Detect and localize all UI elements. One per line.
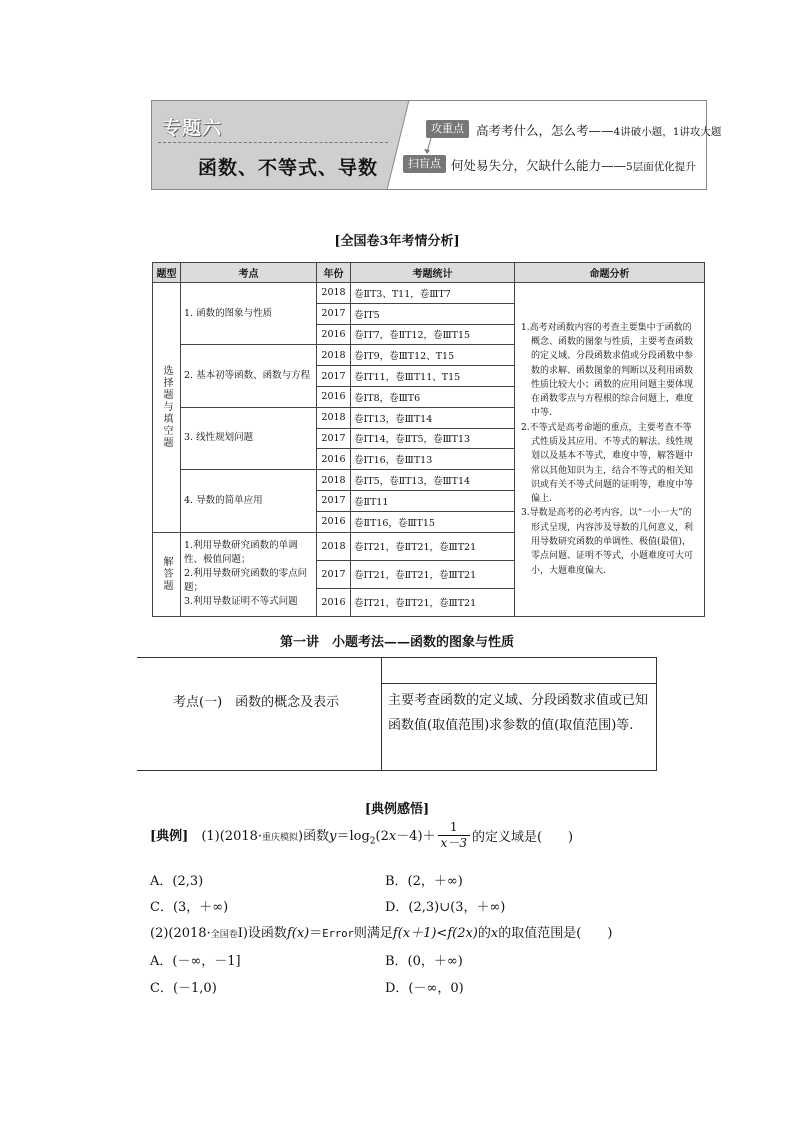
q2-option-d[interactable]: D．(－∞，0) bbox=[385, 981, 464, 996]
year-cell: 2018 bbox=[317, 470, 351, 491]
point-5 bbox=[181, 532, 317, 616]
analysis-item-2: 2.不等式是高考命题的重点，主要考查不等式性质及其应用、不等式的解法、线性规划以及基本不等式，难度中等，解答题中常以其他知识为主，结合不等式的相关知识或有关不等式问题的证明等，难度中等偏上. bbox=[521, 422, 694, 505]
header-year: 年份 bbox=[317, 263, 351, 283]
year-cell: 2018 bbox=[317, 345, 351, 366]
exam-point-label-cell bbox=[137, 658, 382, 770]
q1-source: 重庆模拟 bbox=[262, 832, 299, 843]
exam-analysis-table bbox=[152, 262, 705, 617]
exam-analysis-heading: [全国卷3年考情分析] bbox=[334, 234, 460, 249]
stat-cell: 卷ⅡT11 bbox=[351, 490, 515, 511]
q1-var-x: x bbox=[388, 828, 397, 844]
banner-line-1-small: 4讲破小题，1讲攻大题 bbox=[613, 126, 722, 138]
year-cell: 2018 bbox=[317, 532, 351, 560]
exam-point-label: 考点(一) 函数的概念及表示 bbox=[173, 695, 340, 710]
q1-frac-num: 1 bbox=[438, 820, 470, 836]
year-cell: 2017 bbox=[317, 303, 351, 324]
table-row bbox=[153, 283, 705, 304]
year-cell: 2017 bbox=[317, 490, 351, 511]
banner-title-panel bbox=[151, 100, 409, 190]
q1-text-d: －4)＋ bbox=[396, 828, 436, 844]
q1-prefix-group bbox=[150, 825, 436, 847]
answer-point-1: 1.利用导数研究函数的单调性、极值问题； bbox=[184, 540, 298, 566]
question-2 bbox=[150, 922, 612, 941]
stat-cell: 卷ⅡT3、T11，卷ⅢT7 bbox=[351, 283, 515, 304]
stat-cell: 卷ⅠT21，卷ⅡT21，卷ⅢT21 bbox=[351, 560, 515, 588]
arrow-down-icon bbox=[423, 138, 435, 154]
q1-frac-den: x－3 bbox=[440, 836, 467, 850]
q2-text-c: 则满足 bbox=[353, 926, 393, 941]
q2-text-e: 的取值范围是( ) bbox=[498, 926, 613, 941]
lecture-title: 第一讲 小题考法——函数的图象与性质 bbox=[279, 635, 514, 650]
banner-line-2-small: 5层面优化提升 bbox=[626, 161, 696, 173]
analysis-cell bbox=[515, 283, 705, 617]
banner-slant-decoration bbox=[387, 100, 411, 190]
q1-text-b: ＝log bbox=[336, 828, 370, 844]
question-1 bbox=[150, 820, 573, 860]
year-cell: 2016 bbox=[317, 449, 351, 470]
stat-cell: 卷ⅠT7，卷ⅡT12，卷ⅢT15 bbox=[351, 324, 515, 345]
stat-cell: 卷ⅠT14，卷ⅡT5，卷ⅢT13 bbox=[351, 428, 515, 449]
year-cell: 2017 bbox=[317, 366, 351, 387]
badge-blind-spots: 扫盲点 bbox=[403, 155, 446, 173]
stat-cell: 卷ⅠT5，卷ⅡT13，卷ⅢT14 bbox=[351, 470, 515, 491]
year-cell: 2016 bbox=[317, 588, 351, 616]
header-type: 题型 bbox=[153, 263, 181, 283]
examples-heading: [典例感悟] bbox=[364, 802, 430, 817]
table-header-row bbox=[153, 263, 705, 283]
header-stats: 考题统计 bbox=[351, 263, 515, 283]
q2-text-a: )设函数 bbox=[242, 926, 287, 941]
q1-log-base: 2 bbox=[369, 836, 376, 847]
q2-option-a[interactable]: A．(－∞，－1] bbox=[150, 954, 241, 969]
banner-line-1 bbox=[476, 121, 721, 139]
q2-text-b: ＝ bbox=[309, 926, 323, 941]
stat-cell: 卷ⅠT21，卷ⅡT21，卷ⅢT21 bbox=[351, 588, 515, 616]
stat-cell: 卷ⅠT11，卷ⅢT11、T15 bbox=[351, 366, 515, 387]
year-cell: 2016 bbox=[317, 511, 351, 532]
banner-topic: 专题六 bbox=[162, 117, 223, 139]
stat-cell: 卷ⅡT16，卷ⅢT15 bbox=[351, 511, 515, 532]
year-cell: 2017 bbox=[317, 428, 351, 449]
q2-prefix: (2)(2018· bbox=[150, 926, 211, 941]
q2-inequality: f(x＋1)<f(2x) bbox=[392, 926, 478, 941]
header-point: 考点 bbox=[181, 263, 317, 283]
point-4: 4. 导数的简单应用 bbox=[181, 470, 317, 532]
point-1: 1. 函数的图象与性质 bbox=[181, 283, 317, 345]
badge-key-points: 攻重点 bbox=[426, 120, 469, 138]
year-cell: 2018 bbox=[317, 283, 351, 304]
q2-roman: Ⅰ bbox=[237, 926, 243, 941]
answer-point-3: 3.利用导数证明不等式问题 bbox=[184, 596, 298, 608]
type-choice-text: 选择题与填空题 bbox=[161, 365, 172, 450]
banner-line-1-main: 高考考什么，怎么考—— bbox=[476, 123, 614, 138]
topic-banner bbox=[151, 100, 722, 190]
q2-source: 全国卷 bbox=[210, 930, 238, 940]
q1-prefix: (1)(2018· bbox=[188, 828, 263, 844]
stat-cell: 卷ⅠT16，卷ⅢT13 bbox=[351, 449, 515, 470]
q1-text-e: 的定义域是( ) bbox=[471, 830, 574, 845]
exam-point-box bbox=[137, 657, 657, 771]
year-cell: 2016 bbox=[317, 324, 351, 345]
q2-text-d: 的 bbox=[477, 926, 491, 941]
exam-point-desc: 主要考查函数的定义域、分段函数求值或已知函数值(取值范围)求参数的值(取值范围)等. bbox=[388, 693, 649, 733]
stat-cell: 卷ⅠT13，卷ⅢT14 bbox=[351, 407, 515, 428]
banner-divider bbox=[158, 142, 388, 143]
stat-cell: 卷ⅠT21，卷ⅡT21，卷ⅢT21 bbox=[351, 532, 515, 560]
type-answer bbox=[153, 532, 181, 616]
type-choice-fill bbox=[153, 283, 181, 533]
q2-option-b[interactable]: B．(0，＋∞) bbox=[385, 954, 463, 969]
analysis-item-3: 3.导数是高考的必考内容，以“一小一大”的形式呈现，内容涉及导数的几何意义，利用导数研究函数的单调性、极值(最值)，零点问题、证明不等式，小题难度可大可小，大题难度偏大. bbox=[521, 508, 694, 576]
year-cell: 2017 bbox=[317, 560, 351, 588]
exam-point-topbar bbox=[382, 658, 656, 684]
banner-line-2 bbox=[451, 156, 696, 174]
answer-point-2: 2.利用导数研究函数的零点问题； bbox=[184, 568, 308, 594]
q1-var-y: y bbox=[329, 828, 337, 844]
year-cell: 2018 bbox=[317, 407, 351, 428]
point-2: 2. 基本初等函数、函数与方程 bbox=[181, 345, 317, 407]
q1-option-d[interactable]: D．(2,3)∪(3，＋∞) bbox=[385, 900, 506, 915]
q2-var-x: x bbox=[490, 926, 499, 941]
exam-point-desc-cell bbox=[382, 658, 657, 770]
q2-func: f(x) bbox=[286, 926, 310, 941]
type-answer-text: 解答题 bbox=[161, 556, 172, 593]
q1-text-c: (2 bbox=[375, 828, 389, 844]
analysis-item-1: 1.高考对函数内容的考查主要集中于函数的概念、函数的图象与性质，主要考查函数的定义域、分段函数求值或分段函数中参数的求解、函数图象的判断以及利用函数性质比较大小；函数的应用问题主要体现在函数零点与方程根的综合问题上，难度中等. bbox=[521, 322, 694, 419]
point-3: 3. 线性规划问题 bbox=[181, 407, 317, 469]
q1-tag: [典例] bbox=[150, 828, 189, 844]
q1-option-c[interactable]: C．(3，＋∞) bbox=[150, 900, 229, 915]
q1-option-b[interactable]: B．(2，＋∞) bbox=[385, 874, 463, 889]
q2-option-c[interactable]: C．(－1,0) bbox=[150, 981, 217, 996]
q1-fraction bbox=[438, 820, 470, 851]
q2-error-placeholder: Error bbox=[322, 928, 354, 940]
stat-cell: 卷ⅠT5 bbox=[351, 303, 515, 324]
q1-text-a: )函数 bbox=[298, 828, 330, 844]
stat-cell: 卷ⅠT8，卷ⅢT6 bbox=[351, 386, 515, 407]
q1-option-a[interactable]: A．(2,3) bbox=[150, 874, 204, 889]
stat-cell: 卷ⅠT9，卷ⅢT12、T15 bbox=[351, 345, 515, 366]
banner-info-panel bbox=[387, 100, 707, 190]
year-cell: 2016 bbox=[317, 386, 351, 407]
banner-line-2-main: 何处易失分，欠缺什么能力—— bbox=[451, 158, 627, 173]
header-analysis: 命题分析 bbox=[515, 263, 705, 283]
banner-title: 函数、不等式、导数 bbox=[198, 157, 379, 179]
